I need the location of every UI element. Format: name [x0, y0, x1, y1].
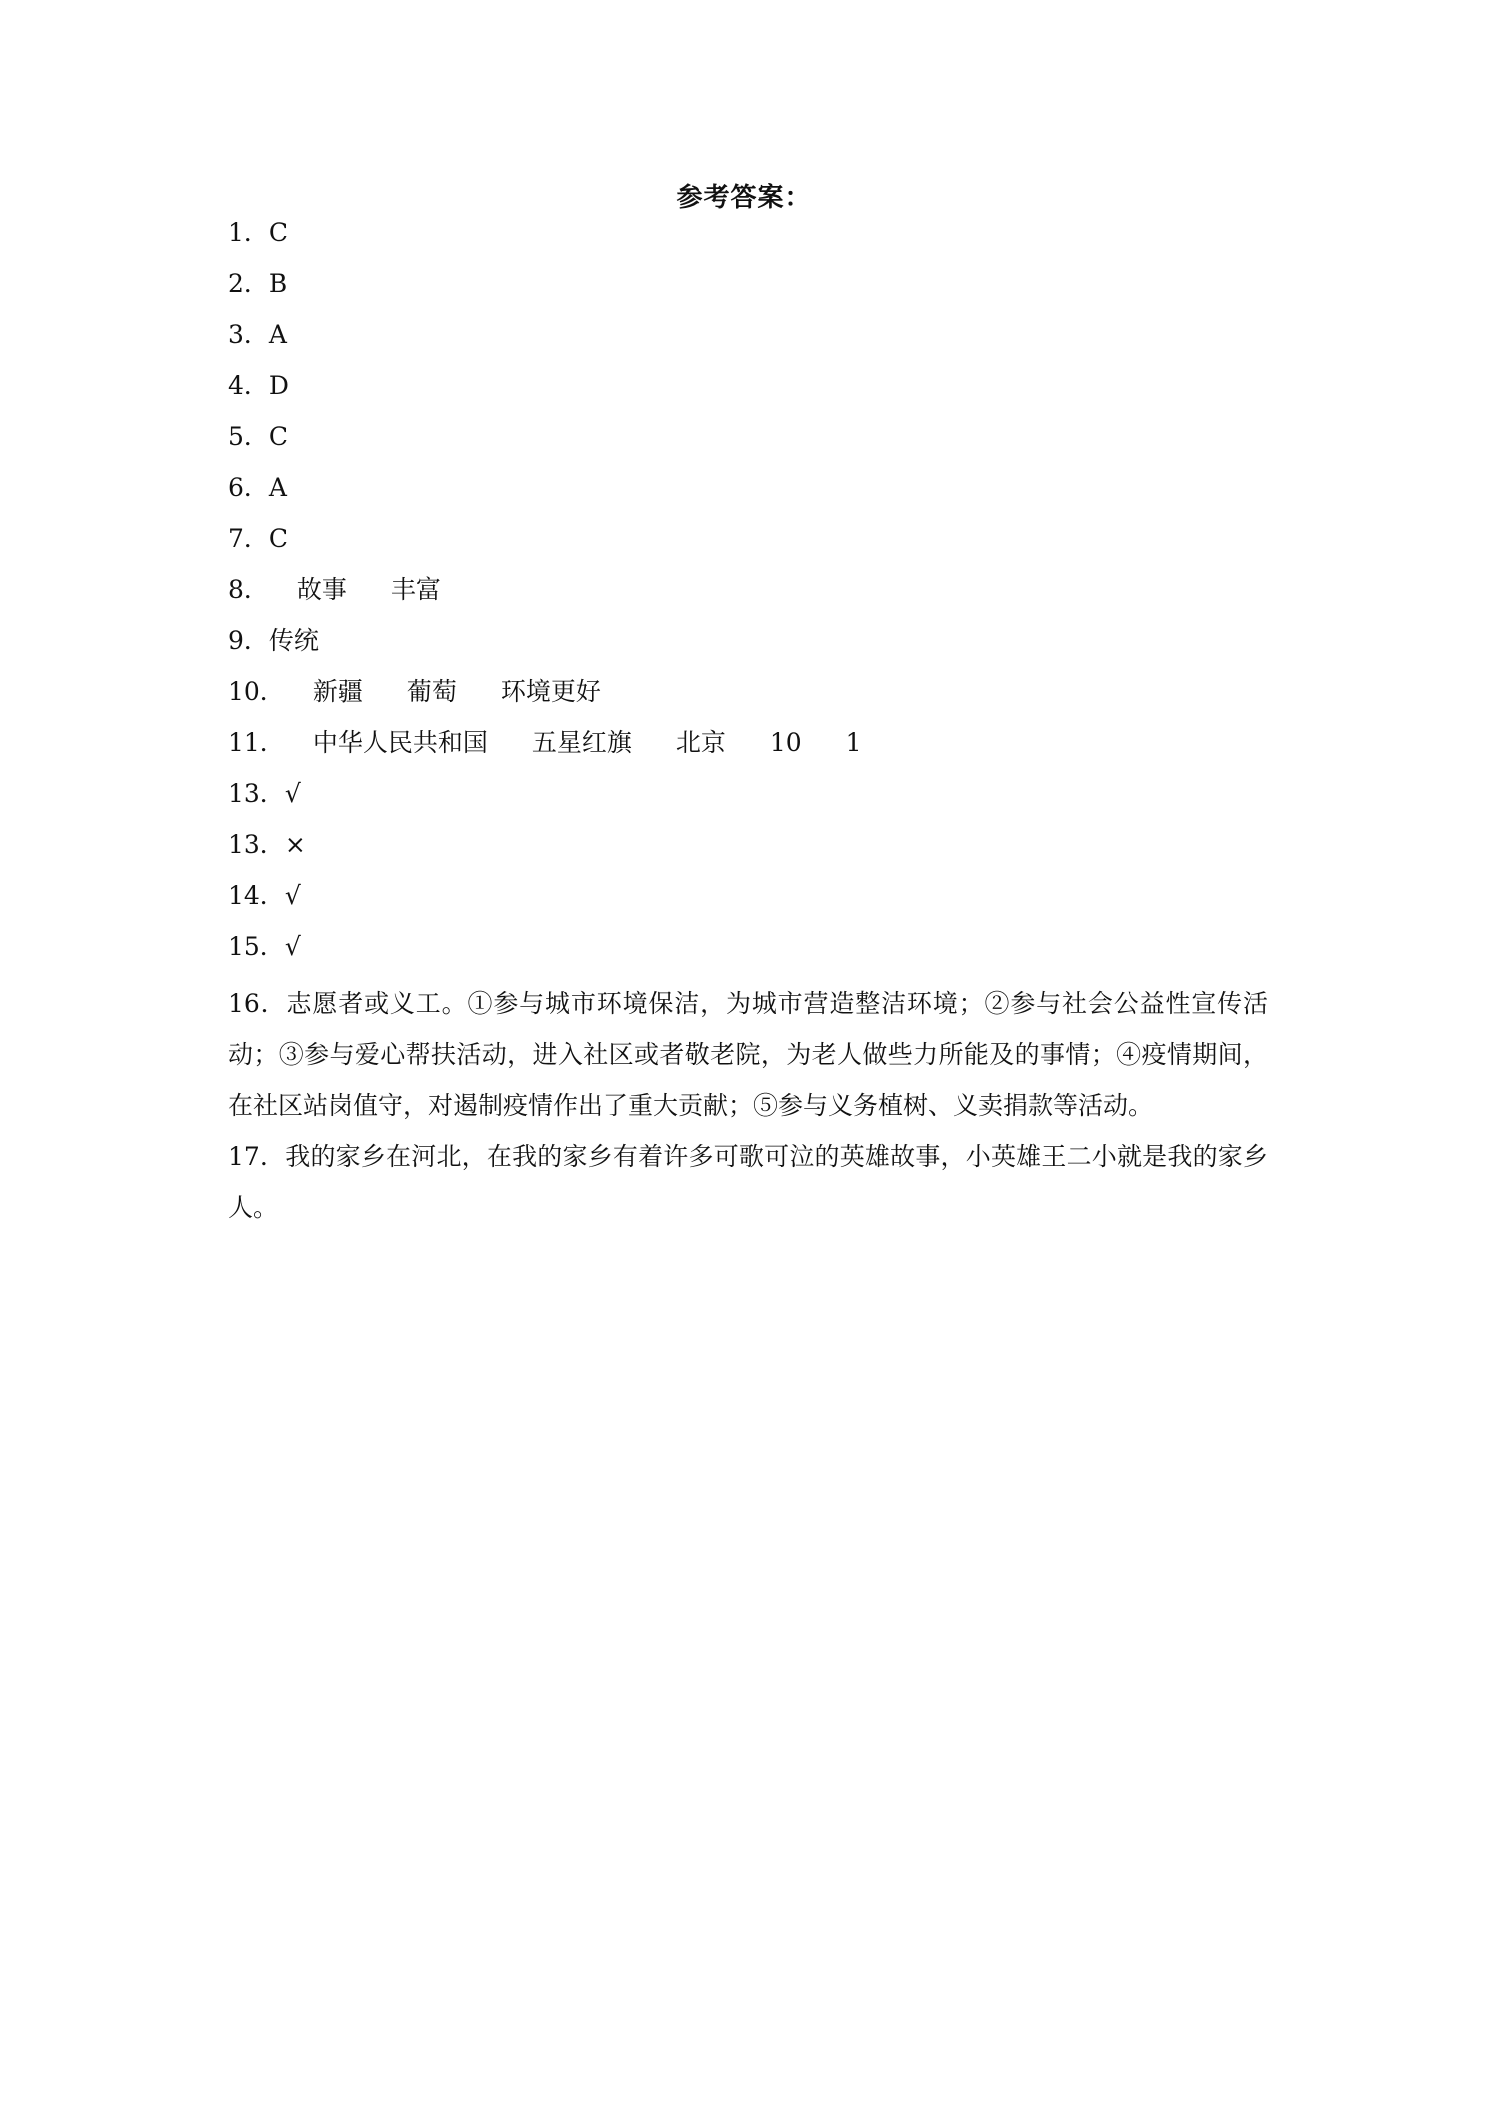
answer-blank: 北京 — [675, 728, 726, 757]
answer-blank: 1 — [845, 728, 862, 757]
answer-blank: 新疆 — [312, 677, 363, 706]
answer-number: 14． — [228, 881, 285, 910]
answer-item — [228, 570, 1268, 621]
answer-item — [228, 264, 1268, 315]
answer-text: A — [268, 473, 287, 502]
answer-number: 10． — [228, 677, 285, 706]
answer-blank: 丰富 — [390, 575, 441, 604]
answer-number: 17． — [228, 1142, 286, 1171]
answer-text: 志愿者或义工。①参与城市环境保洁，为城市营造整洁环境；②参与社会公益性宣传活动；③参与爱心帮扶活动，进入社区或者敬老院，为老人做些力所能及的事情；④疫情期间，在社区站岗值守，对遏制疫情作出了重大贡献；⑤参与义务植树、义卖捐款等活动。 — [228, 989, 1268, 1120]
answer-list — [228, 213, 1268, 1233]
answer-item — [228, 876, 1268, 927]
answer-number: 1． — [228, 218, 269, 247]
answer-item — [228, 519, 1268, 570]
answer-number: 3． — [228, 320, 269, 349]
answer-text: √ — [284, 932, 301, 961]
answer-item — [228, 621, 1268, 672]
page-title: 参考答案： — [676, 183, 812, 213]
answer-paragraph — [228, 978, 1268, 1131]
answer-text: C — [268, 524, 289, 553]
answer-item — [228, 213, 1268, 264]
answer-blank: 10 — [769, 728, 802, 757]
answer-item — [228, 315, 1268, 366]
answer-number: 11． — [228, 728, 285, 757]
answer-item — [228, 774, 1268, 825]
answer-number: 6． — [228, 473, 269, 502]
answer-text: √ — [284, 779, 301, 808]
answer-text: × — [284, 830, 306, 859]
answer-item — [228, 723, 1268, 774]
answer-item — [228, 417, 1268, 468]
answer-blanks — [313, 672, 645, 712]
answer-number: 7． — [228, 524, 269, 553]
answer-item — [228, 825, 1268, 876]
answer-text: 我的家乡在河北，在我的家乡有着许多可歌可泣的英雄故事，小英雄王二小就是我的家乡人。 — [228, 1142, 1269, 1222]
answer-blank: 环境更好 — [500, 677, 601, 706]
answer-number: 9． — [228, 626, 269, 655]
answer-blank: 五星红旗 — [531, 728, 632, 757]
answer-blanks — [313, 723, 906, 763]
answer-number: 13． — [228, 779, 285, 808]
answer-blank: 葡萄 — [406, 677, 457, 706]
answer-text: √ — [284, 881, 301, 910]
answer-text: C — [268, 218, 289, 247]
answer-item — [228, 672, 1268, 723]
answer-item — [228, 366, 1268, 417]
answer-number: 8． — [228, 575, 269, 604]
answer-blanks — [297, 570, 485, 610]
answer-number: 16． — [228, 989, 287, 1018]
answer-text: D — [268, 371, 289, 400]
answer-paragraph — [228, 1131, 1268, 1233]
answer-number: 13． — [228, 830, 285, 859]
answer-number: 4． — [228, 371, 269, 400]
answer-text: B — [268, 269, 288, 298]
answer-number: 2． — [228, 269, 269, 298]
answer-number: 5． — [228, 422, 269, 451]
answer-blank: 中华人民共和国 — [312, 728, 488, 757]
answer-text: C — [268, 422, 289, 451]
answer-item — [228, 927, 1268, 978]
answer-blank: 故事 — [296, 575, 347, 604]
answer-text: 传统 — [268, 626, 319, 655]
answer-text: A — [268, 320, 287, 349]
answer-number: 15． — [228, 932, 285, 961]
answer-item — [228, 468, 1268, 519]
